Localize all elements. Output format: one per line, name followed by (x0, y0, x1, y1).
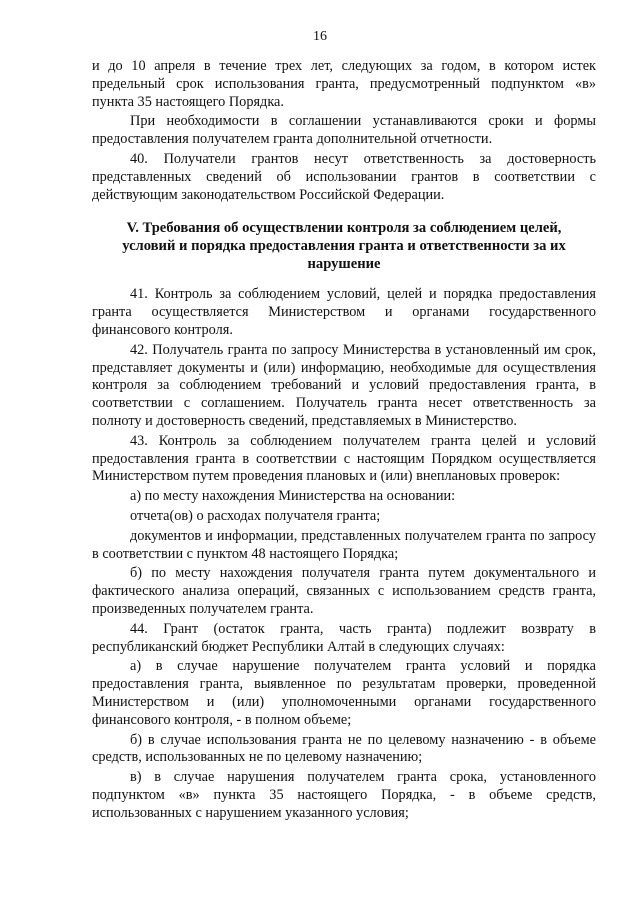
paragraph: При необходимости в соглашении устанавливаются сроки и формы предоставления получателем гранта дополнительной отчетности. (92, 113, 596, 148)
paragraph: 44. Грант (остаток гранта, часть гранта) подлежит возврату в республиканский бюджет Республики Алтай в следующих случаях: (92, 620, 596, 655)
paragraph: 43. Контроль за соблюдением получателем гранта целей и условий предоставления гранта в соответствии с настоящим Порядком осуществляется Министерством путем проведения плановых и (или) внеплановых проверок: (92, 432, 596, 485)
section-heading-line: нарушение (307, 256, 381, 273)
paragraph: б) в случае использования гранта не по целевому назначению - в объеме средств, использованных не по целевому назначению; (92, 731, 596, 766)
paragraph: в) в случае нарушения получателем гранта срока, установленного подпунктом «в» пункта 35 настоящего Порядка, - в объеме средств, использованных с нарушением указанного условия; (92, 769, 596, 821)
paragraph: 41. Контроль за соблюдением условий, целей и порядка предоставления гранта осуществляется Министерством и органами государственного финансового контроля. (92, 286, 596, 338)
document-body (92, 58, 596, 822)
paragraph: б) по месту нахождения получателя гранта путем документального и фактического анализа операций, связанных с использованием средств гранта, произведенных получателем гранта. (92, 565, 596, 617)
section-heading-line: V. Требования об осуществлении контроля за соблюдением целей, (126, 220, 562, 237)
paragraph: а) по месту нахождения Министерства на основании: (130, 488, 456, 505)
paragraph: а) в случае нарушение получателем гранта условий и порядка предоставления гранта, выявленное по результатам проверки, проведенной Министерством и (или) уполномоченными органами государственного финансового контроля, - в полном объеме; (92, 658, 596, 728)
paragraph: и до 10 апреля в течение трех лет, следующих за годом, в котором истек предельный срок использования гранта, предусмотренный подпунктом «в» пункта 35 настоящего Порядка. (92, 58, 596, 110)
paragraph: отчета(ов) о расходах получателя гранта; (130, 507, 381, 524)
section-heading-line: условий и порядка предоставления гранта и ответственности за их (122, 238, 566, 255)
paragraph: 40. Получатели грантов несут ответственность за достоверность представленных сведений об использовании грантов в соответствии с действующим законодательством Российской Федерации. (92, 150, 596, 203)
section-heading (92, 219, 596, 273)
paragraph: 42. Получатель гранта по запросу Министерства в установленный им срок, представляет документы и (или) информацию, необходимые для осуществления контроля за соблюдением требований и условий предоставления гранта, в соответствии с соглашением. Получатель гранта несет ответственность за полноту и достоверность сведений, представляемых в Министерство. (92, 341, 596, 429)
page-number: 16 (313, 29, 327, 44)
paragraph: документов и информации, представленных получателем гранта по запросу в соответствии с пунктом 48 настоящего Порядка; (92, 527, 596, 562)
